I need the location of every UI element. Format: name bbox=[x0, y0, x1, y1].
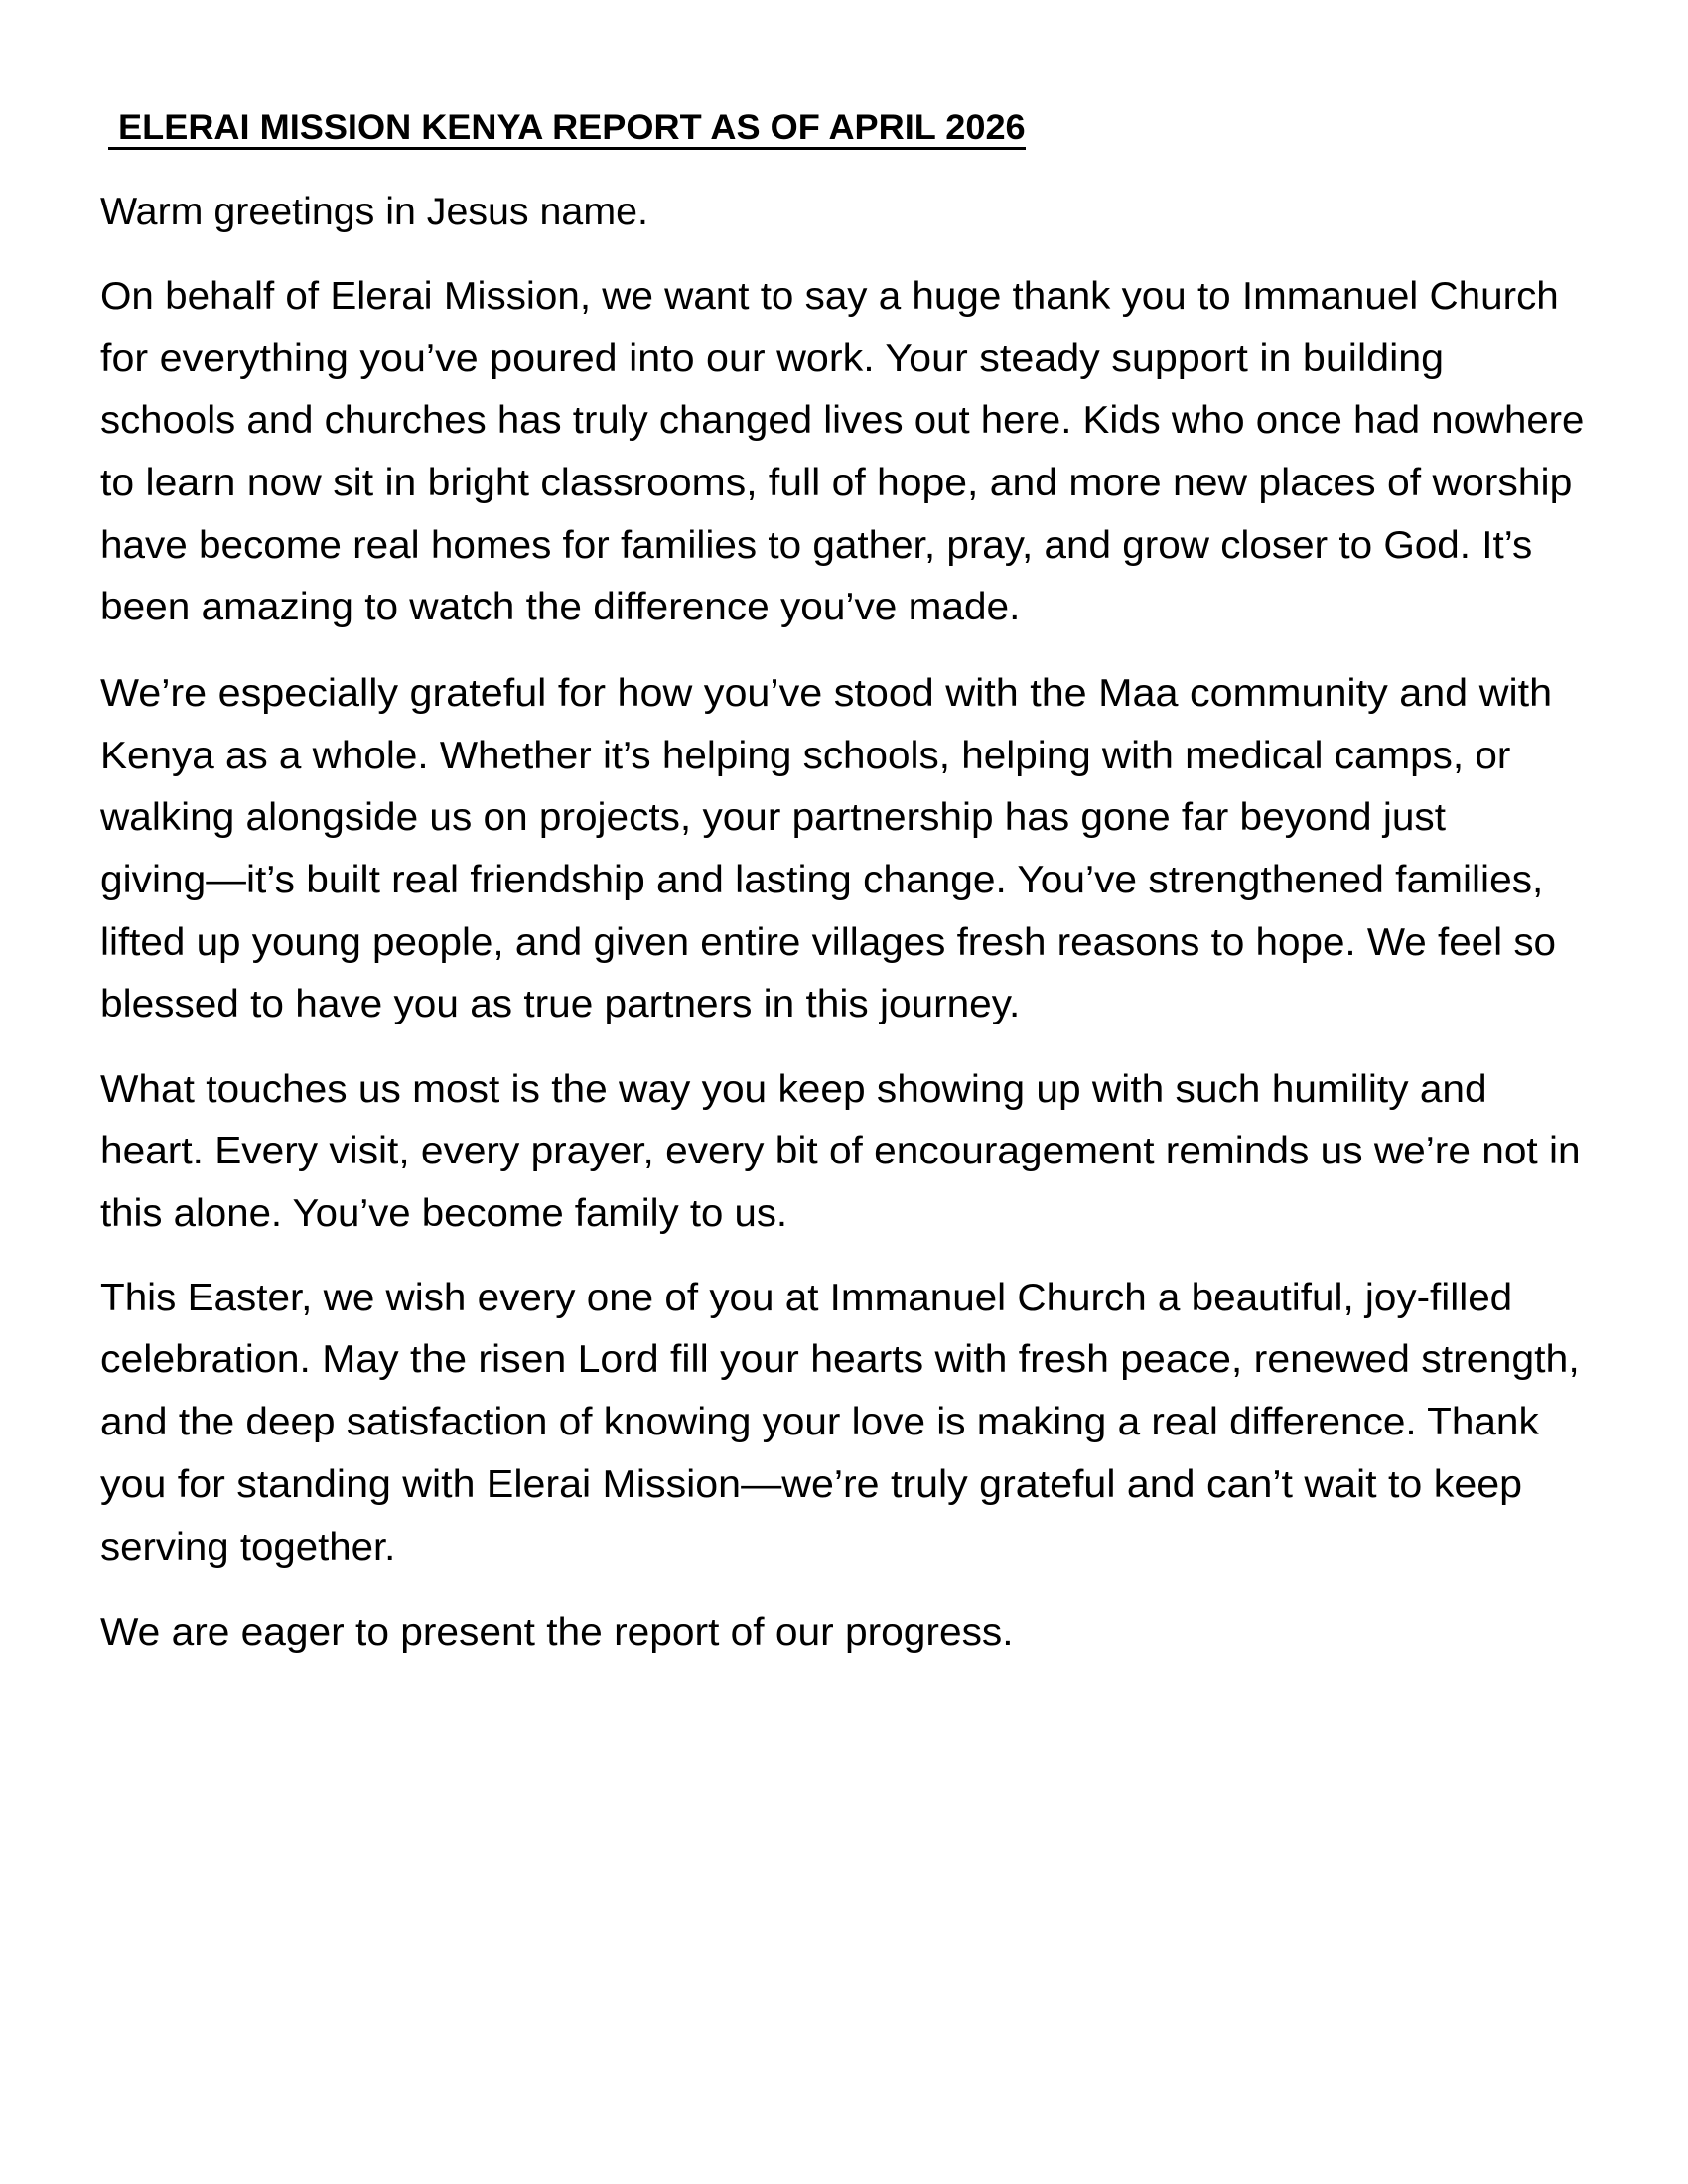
paragraph-line: walking alongside us on projects, your partnership has gone far beyond just bbox=[100, 796, 1446, 839]
paragraph-line: serving together. bbox=[100, 1526, 396, 1569]
paragraph-line: giving—it’s built real friendship and lasting change. You’ve strengthened families, bbox=[100, 859, 1544, 901]
paragraph-line: heart. Every visit, every prayer, every bit of encouragement reminds us we’re not in bbox=[100, 1130, 1581, 1172]
title-underline bbox=[108, 147, 1026, 150]
paragraph-line: We’re especially grateful for how you’ve stood with the Maa community and with bbox=[100, 672, 1553, 715]
paragraph-line: to learn now sit in bright classrooms, full of hope, and more new places of worship bbox=[100, 462, 1573, 504]
greeting-line: Warm greetings in Jesus name. bbox=[100, 191, 648, 233]
paragraph-line: blessed to have you as true partners in this journey. bbox=[100, 983, 1021, 1025]
paragraph-line: lifted up young people, and given entire villages fresh reasons to hope. We feel so bbox=[100, 921, 1557, 964]
paragraph-line: celebration. May the risen Lord fill your hearts with fresh peace, renewed strength, bbox=[100, 1338, 1580, 1381]
paragraph-line: you for standing with Elerai Mission—we’re truly grateful and can’t wait to keep bbox=[100, 1463, 1522, 1506]
paragraph-line: and the deep satisfaction of knowing your love is making a real difference. Thank bbox=[100, 1401, 1539, 1443]
paragraph-line: This Easter, we wish every one of you at Immanuel Church a beautiful, joy-filled bbox=[100, 1277, 1513, 1319]
paragraph-line: We are eager to present the report of our progress. bbox=[100, 1611, 1014, 1654]
paragraph-line: schools and churches has truly changed lives out here. Kids who once had nowhere bbox=[100, 399, 1585, 442]
paragraph-line: Kenya as a whole. Whether it’s helping schools, helping with medical camps, or bbox=[100, 735, 1511, 777]
paragraph-line: for everything you’ve poured into our work. Your steady support in building bbox=[100, 338, 1445, 380]
paragraph-line: What touches us most is the way you keep showing up with such humility and bbox=[100, 1068, 1487, 1111]
paragraph-line: this alone. You’ve become family to us. bbox=[100, 1192, 788, 1235]
title-text: ELERAI MISSION KENYA REPORT AS OF APRIL 2026 bbox=[118, 108, 1026, 147]
paragraph-line: been amazing to watch the difference you’ve made. bbox=[100, 586, 1021, 628]
paragraph-line: have become real homes for families to gather, pray, and grow closer to God. It’s bbox=[100, 524, 1533, 567]
paragraph-line: On behalf of Elerai Mission, we want to say a huge thank you to Immanuel Church bbox=[100, 275, 1559, 318]
title-leading-space bbox=[108, 108, 118, 147]
report-title bbox=[108, 110, 1026, 145]
